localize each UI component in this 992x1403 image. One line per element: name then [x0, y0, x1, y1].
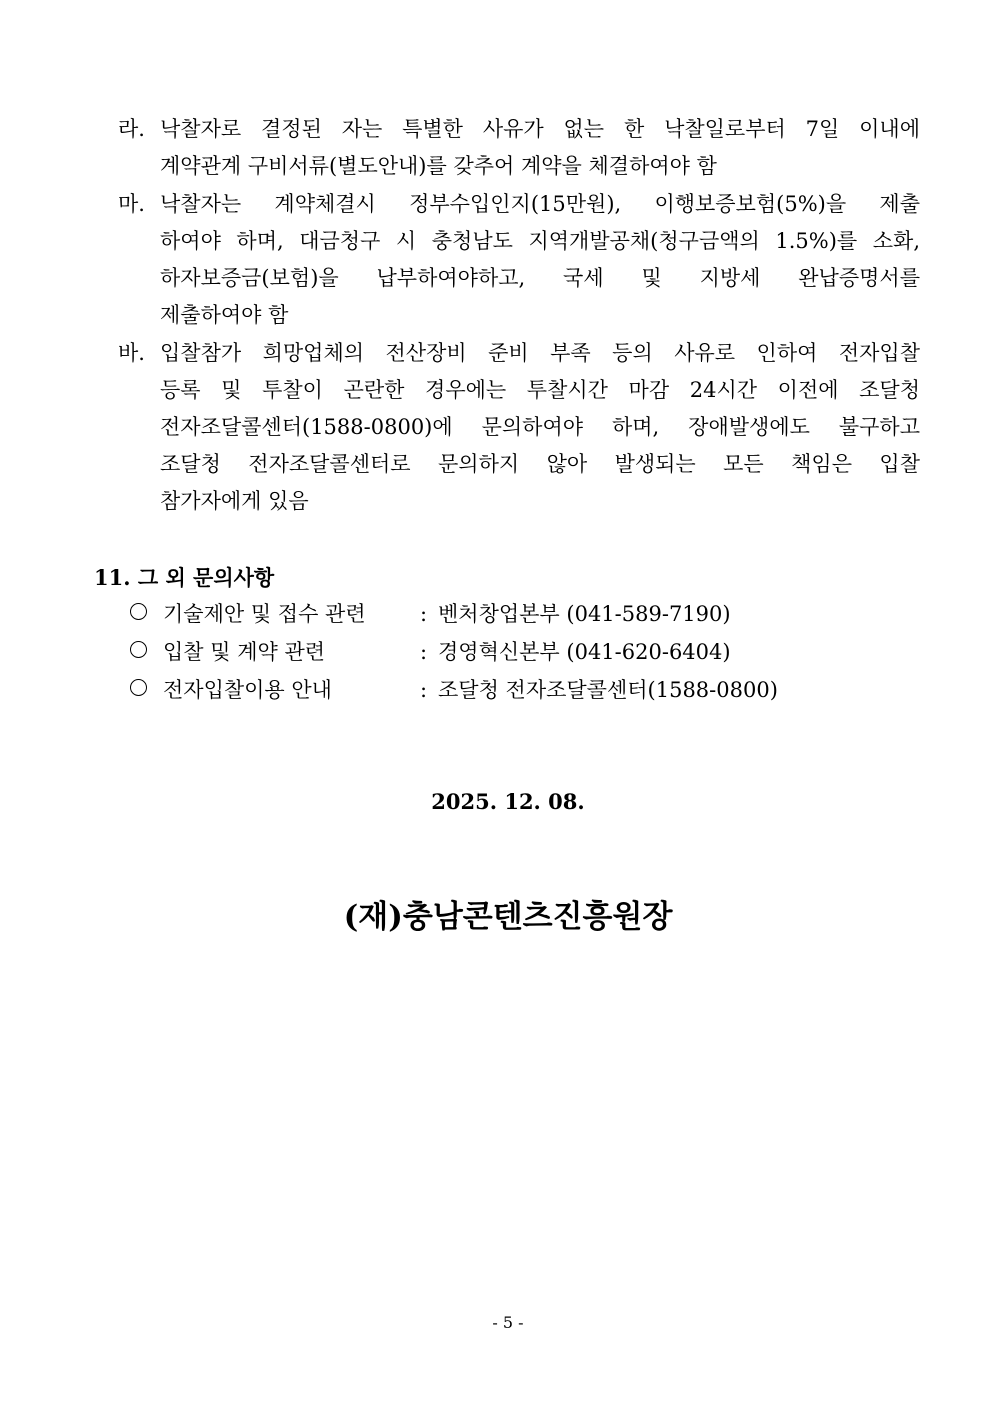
issuer-name: (재)충남콘텐츠진흥원장: [343, 899, 673, 935]
contact-colon: :: [420, 602, 428, 626]
list-item-ba: [118, 335, 920, 520]
text-line: 등록 및 투찰이 곤란한 경우에는 투찰시간 마감 24시간 이전에 조달청: [160, 378, 920, 402]
contact-row-ebid: [130, 672, 890, 708]
text-line: 낙찰자로 결정된 자는 특별한 사유가 없는 한 낙찰일로부터 7일 이내에: [160, 117, 920, 141]
list-marker: 라.: [118, 117, 145, 141]
circle-bullet-icon: [130, 679, 147, 696]
circle-bullet-icon: [130, 641, 147, 658]
contact-row-bid: [130, 634, 890, 670]
contact-label: 기술제안 및 접수 관련: [163, 602, 366, 626]
text-line: 하자보증금(보험)을 납부하여야하고, 국세 및 지방세 완납증명서를: [160, 266, 920, 290]
text-line: 참가자에게 있음: [160, 489, 309, 513]
page-number: - 5 -: [492, 1313, 524, 1332]
text-line: 제출하여야 함: [160, 303, 289, 327]
section-heading: 11. 그 외 문의사항: [94, 565, 275, 590]
list-marker: 바.: [118, 341, 145, 365]
contact-value: 벤처창업본부 (041-589-7190): [438, 602, 731, 626]
list-item-ra: [118, 111, 920, 185]
list-marker: 마.: [118, 192, 145, 216]
contact-colon: :: [420, 640, 428, 664]
list-item-ma: [118, 186, 920, 334]
circle-bullet-icon: [130, 603, 147, 620]
text-line: 입찰참가 희망업체의 전산장비 준비 부족 등의 사유로 인하여 전자입찰: [160, 341, 920, 365]
text-line: 하여야 하며, 대금청구 시 충청남도 지역개발공채(청구금액의 1.5%)를 소화,: [160, 229, 920, 253]
document-date: 2025. 12. 08.: [431, 789, 585, 814]
contact-label: 전자입찰이용 안내: [163, 678, 332, 702]
contact-value: 경영혁신본부 (041-620-6404): [438, 640, 731, 664]
contact-colon: :: [420, 678, 428, 702]
text-line: 낙찰자는 계약체결시 정부수입인지(15만원), 이행보증보험(5%)을 제출: [160, 192, 920, 216]
text-line: 조달청 전자조달콜센터로 문의하지 않아 발생되는 모든 책임은 입찰: [160, 452, 920, 476]
text-line: 계약관계 구비서류(별도안내)를 갖추어 계약을 체결하여야 함: [160, 154, 717, 178]
contact-value: 조달청 전자조달콜센터(1588-0800): [438, 678, 778, 702]
text-line: 전자조달콜센터(1588-0800)에 문의하여야 하며, 장애발생에도 불구하고: [160, 415, 920, 439]
contact-row-tech: [130, 596, 890, 632]
contact-label: 입찰 및 계약 관련: [163, 640, 326, 664]
